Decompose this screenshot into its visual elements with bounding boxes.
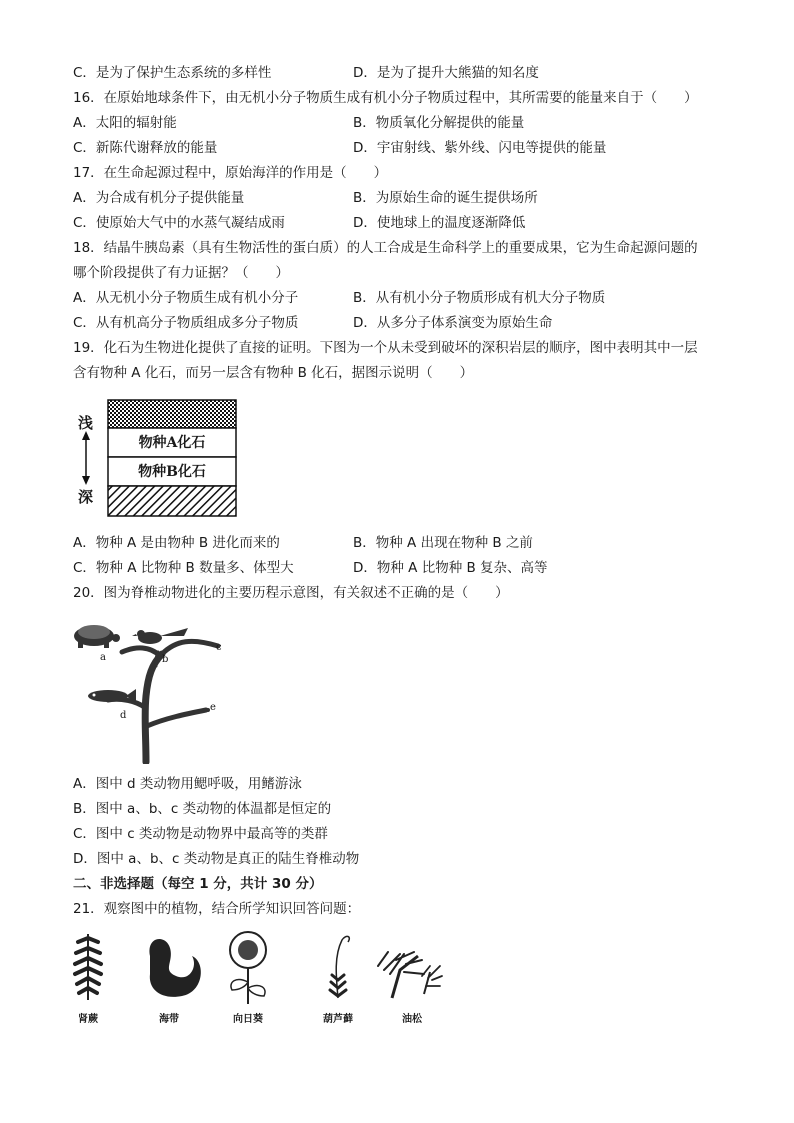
species-a-label: 物种A化石	[138, 435, 206, 451]
q15-option-c: C．是为了保护生态系统的多样性	[73, 65, 272, 81]
q21-stem: 21．观察图中的植物，结合所学知识回答问题：	[73, 901, 361, 917]
deep-label: 深	[78, 488, 94, 506]
section2-title: 二、非选择题（每空 1 分，共计 30 分）	[73, 876, 323, 892]
q20-stem: 20．图为脊椎动物进化的主要历程示意图，有关叙述不正确的是（ ）	[73, 585, 509, 601]
species-b-label: 物种B化石	[138, 464, 206, 480]
q19-stem-line2: 含有物种 A 化石，而另一层含有物种 B 化石，据图示说明（ ）	[73, 365, 474, 381]
label-a: a	[100, 652, 106, 663]
shallow-label: 浅	[78, 414, 94, 432]
q17-option-d: D．使地球上的温度逐渐降低	[353, 215, 526, 231]
q20-option-d: D．图中 a、b、c 类动物是真正的陆生脊椎动物	[73, 851, 360, 867]
pine-icon	[378, 952, 442, 998]
turtle-icon	[74, 625, 120, 648]
top-dotted-layer	[108, 400, 236, 428]
q16-option-a: A．太阳的辐射能	[73, 115, 177, 131]
q19-stem-line1: 19．化石为生物进化提供了直接的证明。下图为一个从未受到破坏的深积岩层的顺序，图中表明其中一层	[73, 340, 698, 356]
q20-option-a: A．图中 d 类动物用鳃呼吸，用鳍游泳	[73, 776, 302, 792]
q18-option-b: B．从有机小分子物质形成有机大分子物质	[353, 290, 606, 306]
label-d: d	[120, 710, 127, 721]
plant-label-fern: 肾蕨	[78, 1014, 98, 1025]
plant-label-sunflower: 向日葵	[233, 1014, 263, 1025]
q19-option-c: C．物种 A 比物种 B 数量多、体型大	[73, 560, 294, 576]
q18-option-a: A．从无机小分子物质生成有机小分子	[73, 290, 299, 306]
plant-label-kelp: 海带	[159, 1014, 179, 1025]
q20-option-c: C．图中 c 类动物是动物界中最高等的类群	[73, 826, 328, 842]
label-e: e	[210, 702, 216, 713]
q19-option-a: A．物种 A 是由物种 B 进化而来的	[73, 535, 280, 551]
q17-option-c: C．使原始大气中的水蒸气凝结成雨	[73, 215, 285, 231]
q17-option-a: A．为合成有机分子提供能量	[73, 190, 245, 206]
q16-option-b: B．物质氧化分解提供的能量	[353, 115, 525, 131]
q18-stem-line1: 18．结晶牛胰岛素（具有生物活性的蛋白质）的人工合成是生命科学上的重要成果，它为生命起源问题的	[73, 240, 698, 256]
rock-layer-figure	[72, 398, 242, 520]
q16-option-d: D．宇宙射线、紫外线、闪电等提供的能量	[353, 140, 607, 156]
plant-label-pine: 油松	[402, 1014, 422, 1025]
moss-icon	[330, 936, 349, 998]
bottom-hatched-layer	[108, 486, 236, 516]
q18-option-c: C．从有机高分子物质组成多分子物质	[73, 315, 299, 331]
fern-icon	[75, 934, 101, 1000]
branch-c	[162, 641, 218, 654]
q19-option-b: B．物种 A 出现在物种 B 之前	[353, 535, 533, 551]
q19-option-d: D．物种 A 比物种 B 复杂、高等	[353, 560, 548, 576]
plant-label-moss: 葫芦藓	[323, 1014, 353, 1025]
q20-option-b: B．图中 a、b、c 类动物的体温都是恒定的	[73, 801, 332, 817]
branch-e	[147, 710, 206, 726]
plants-figure	[66, 926, 456, 1026]
vertebrate-evolution-figure	[68, 616, 238, 764]
q18-stem-line2: 哪个阶段提供了有力证据？（ ）	[73, 265, 289, 281]
branch-a	[122, 648, 160, 656]
label-b: b	[162, 654, 169, 665]
label-c: c	[216, 642, 222, 653]
q17-option-b: B．为原始生命的诞生提供场所	[353, 190, 538, 206]
q16-stem: 16．在原始地球条件下，由无机小分子物质生成有机小分子物质过程中，其所需要的能量来自于（ ）	[73, 90, 698, 106]
q15-option-d: D．是为了提升大熊猫的知名度	[353, 65, 539, 81]
kelp-icon	[149, 939, 200, 997]
q16-option-c: C．新陈代谢释放的能量	[73, 140, 218, 156]
q17-stem: 17．在生命起源过程中，原始海洋的作用是（ ）	[73, 165, 388, 181]
q18-option-d: D．从多分子体系演变为原始生命	[353, 315, 553, 331]
sunflower-icon	[230, 932, 266, 1004]
